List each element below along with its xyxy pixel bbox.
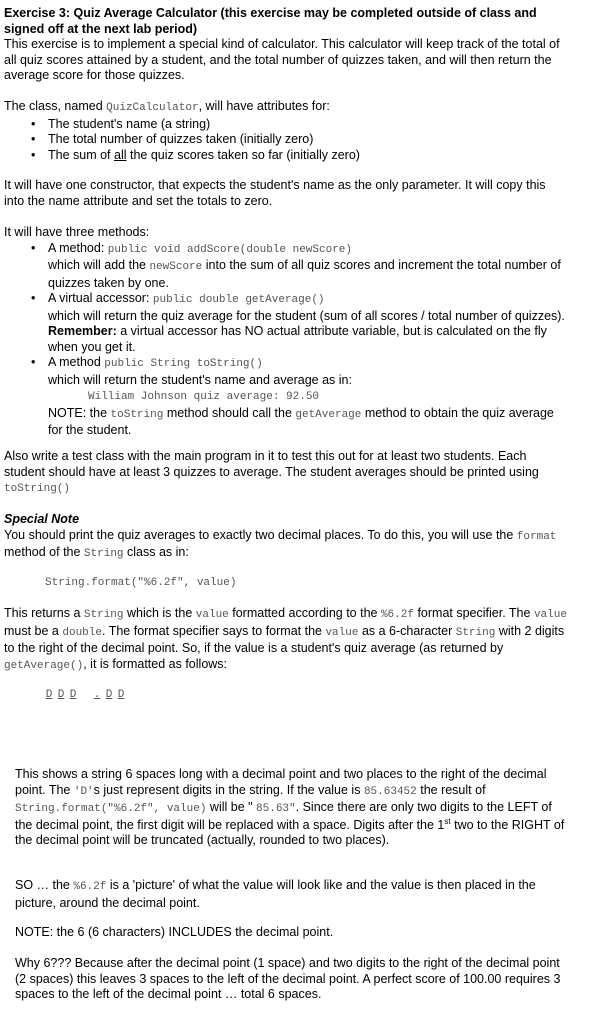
so-paragraph: SO … the %6.2f is a 'picture' of what the value will look like and the value is then placed in the picture, around the decimal point. <box>15 878 536 910</box>
returns-paragraph: This returns a String which is the value formatted according to the %6.2f format specifier. The value must be a double. The format specifier says to format the value as a 6-character String with 2 digits to the right of the decimal point. So, if the value is a student's quiz average (as returned by getAverage(), it is formatted as follows: <box>4 606 567 672</box>
to-string-example: William Johnson quiz average: 92.50 <box>88 391 320 403</box>
note-six-paragraph: NOTE: the 6 (6 characters) INCLUDES the decimal point. <box>15 925 334 939</box>
format-example-code: String.format("%6.2f", value) <box>45 577 237 589</box>
intro-paragraph: This exercise is to implement a special kind of calculator. This calculator will keep track of the total of all quiz scores attained by a student, and the total number of quizzes taken, and will then return the average score for those quizzes. <box>4 37 560 82</box>
class-name-code: QuizCalculator <box>106 102 199 114</box>
special-note-title: Special Note <box>4 512 80 526</box>
test-class-paragraph: Also write a test class with the main program in it to test this out for at least two students. Each student should have at least 3 quizzes to average. The student averages should be printed using toString() <box>4 449 539 495</box>
attribute-item: • The sum of all the quiz scores taken so far (initially zero) <box>48 148 567 164</box>
method-to-string: • A method public String toString() which will return the student's name and average as in: William Johnson quiz average: 92.50 NOTE: the toString method should call the getAverage method to obtain the quiz average for the student. <box>48 355 567 439</box>
attributes-section <box>4 99 567 163</box>
class-line: The class, named QuizCalculator, will have attributes for: <box>4 99 330 114</box>
attribute-item: • The total number of quizzes taken (initially zero) <box>48 132 567 148</box>
method-get-average: • A virtual accessor: public double getAverage() which will return the quiz average for the student (sum of all scores / total number of quizzes). Remember: a virtual accessor has NO actual attribute variable, but is calculated on the fly when you get it. <box>48 291 567 355</box>
methods-section <box>4 225 567 439</box>
why-six-paragraph: Why 6??? Because after the decimal point (1 space) and two digits to the right of the decimal point (2 spaces) this leaves 3 spaces to the left of the decimal point. A perfect score of 100.00 requires 3 spaces to the left of the decimal point … total 6 spaces. <box>15 956 561 1001</box>
attribute-item: • The student's name (a string) <box>48 117 567 133</box>
method-add-score: • A method: public void addScore(double newScore) which will add the newScore into the sum of all quiz scores and increment the total number of quizzes taken by one. <box>48 241 567 292</box>
methods-intro: It will have three methods: <box>4 225 150 239</box>
special-note-text: You should print the quiz averages to exactly two decimal places. To do this, you will use the format method of the String class as in: <box>4 527 557 560</box>
special-note-section <box>4 512 567 563</box>
heading-text: Exercise 3: Quiz Average Calculator (this exercise may be completed outside of class and signed off at the next lab period) <box>4 6 537 36</box>
format-picture: D D D . D D <box>45 689 125 701</box>
shows-paragraph: This shows a string 6 spaces long with a decimal point and two places to the right of the decimal point. The 'D's just represent digits in the string. If the value is 85.63452 the result of String.format("%6.2f", value) will be " 85.63". Since there are only two digits to the LEFT of the decimal point, the first digit will be replaced with a space. Digits after the 1st two to the RIGHT of the decimal point will be truncated (actually, rounded to two places). <box>15 767 565 847</box>
method-list <box>4 241 567 439</box>
constructor-paragraph: It will have one constructor, that expects the student's name as the only parameter. It will copy this into the name attribute and set the totals to zero. <box>4 178 546 208</box>
exercise-heading <box>4 6 567 84</box>
attribute-list <box>4 117 567 164</box>
